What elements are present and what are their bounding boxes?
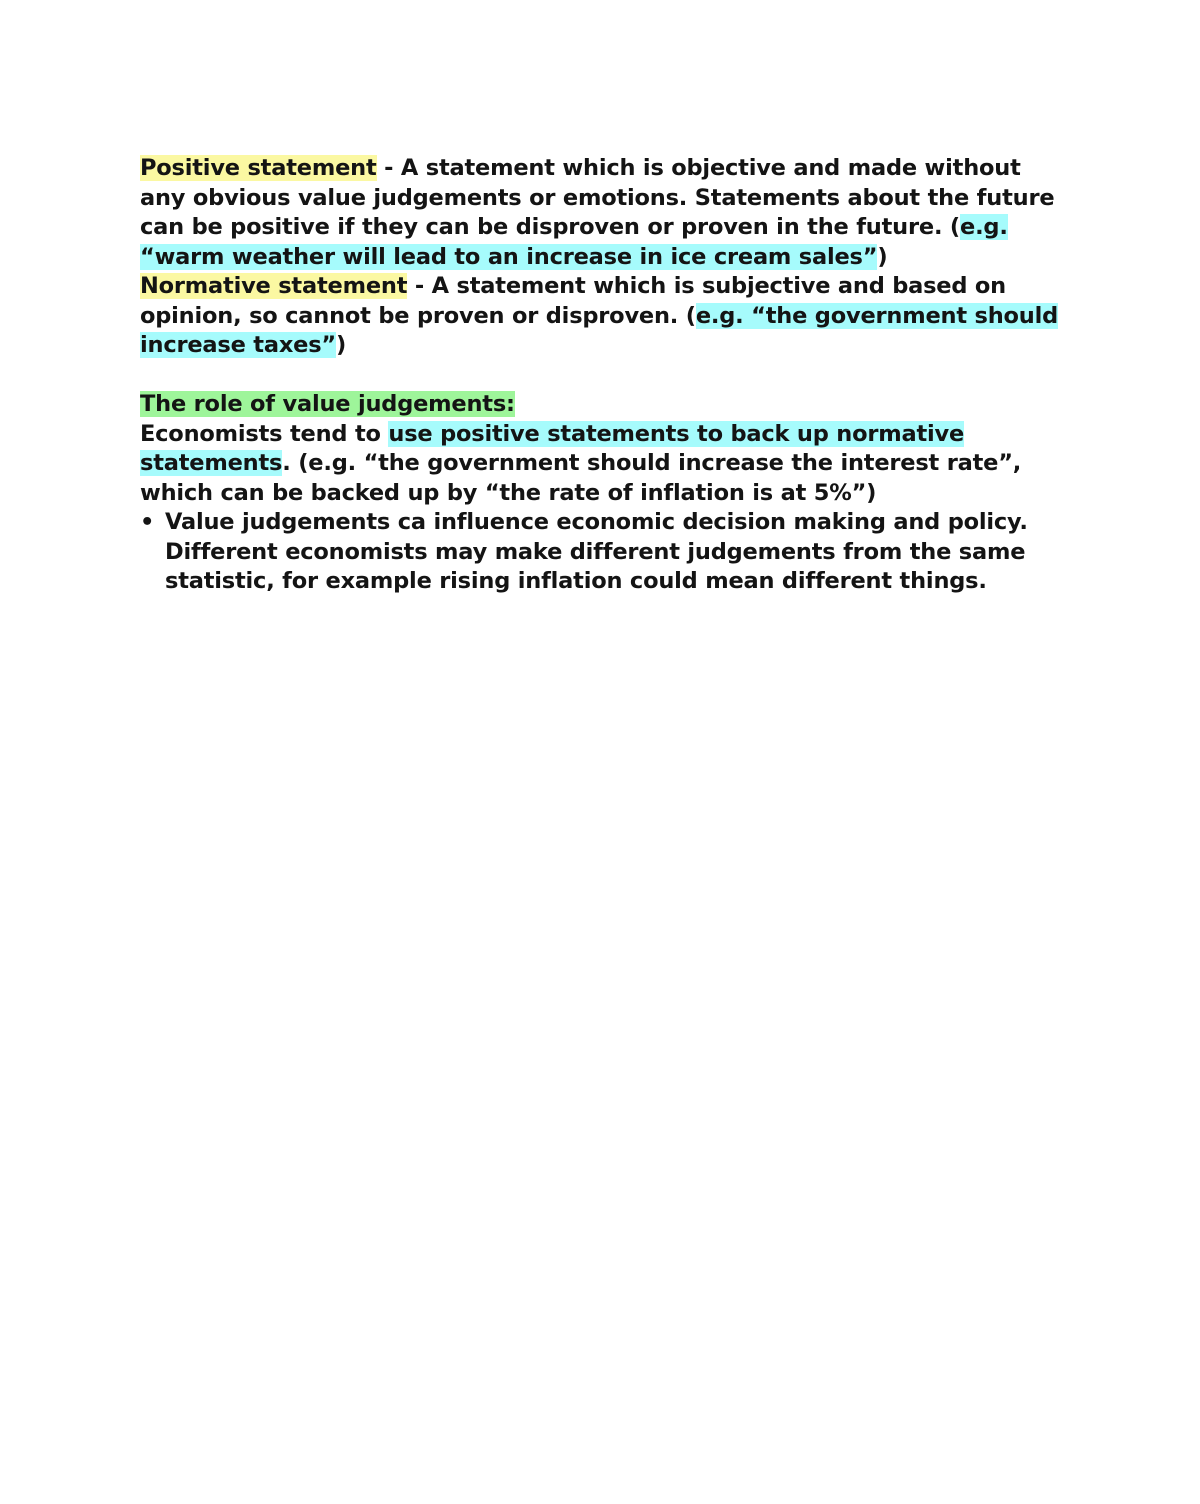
role-paragraph	[140, 420, 1070, 509]
positive-statement-example: e.g. “warm weather will lead to an increase in ice cream sales”	[140, 214, 1008, 270]
role-heading: The role of value judgements:	[140, 391, 515, 417]
positive-statement-paragraph	[140, 154, 1070, 272]
bullet-list	[140, 508, 1070, 597]
role-heading-line	[140, 390, 1070, 420]
normative-statement-close: )	[336, 332, 347, 358]
bullet-item	[140, 508, 1070, 597]
normative-statement-example: e.g. “the government should increase taxes”	[140, 302, 1059, 358]
role-highlight: use positive statements to back up normative statements	[140, 420, 965, 476]
role-text-after: . (e.g. “the government should increase the interest rate”, which can be backed up by “the rate of inflation is at 5%”)	[140, 450, 1022, 506]
positive-statement-term: Positive statement	[140, 155, 377, 181]
normative-statement-term: Normative statement	[140, 273, 408, 299]
positive-statement-close: )	[877, 243, 888, 270]
normative-statement-paragraph	[140, 272, 1070, 361]
bullet-text: Value judgements ca influence economic decision making and policy. Different economists may make different judgements from the same statistic, for example rising inflation could mean different things.	[165, 509, 1028, 594]
positive-statement-definition: - A statement which is objective and made without any obvious value judgements or emotions. Statements about the future can be positive if they can be disproven or proven in the future. (	[140, 155, 1055, 240]
document-body	[140, 154, 1070, 597]
paragraph-spacer	[140, 361, 1070, 391]
normative-statement-definition: - A statement which is subjective and based on opinion, so cannot be proven or disproven. (	[140, 273, 1006, 329]
bullet-mark: •	[140, 509, 155, 535]
role-text-before: Economists tend to	[140, 420, 389, 447]
